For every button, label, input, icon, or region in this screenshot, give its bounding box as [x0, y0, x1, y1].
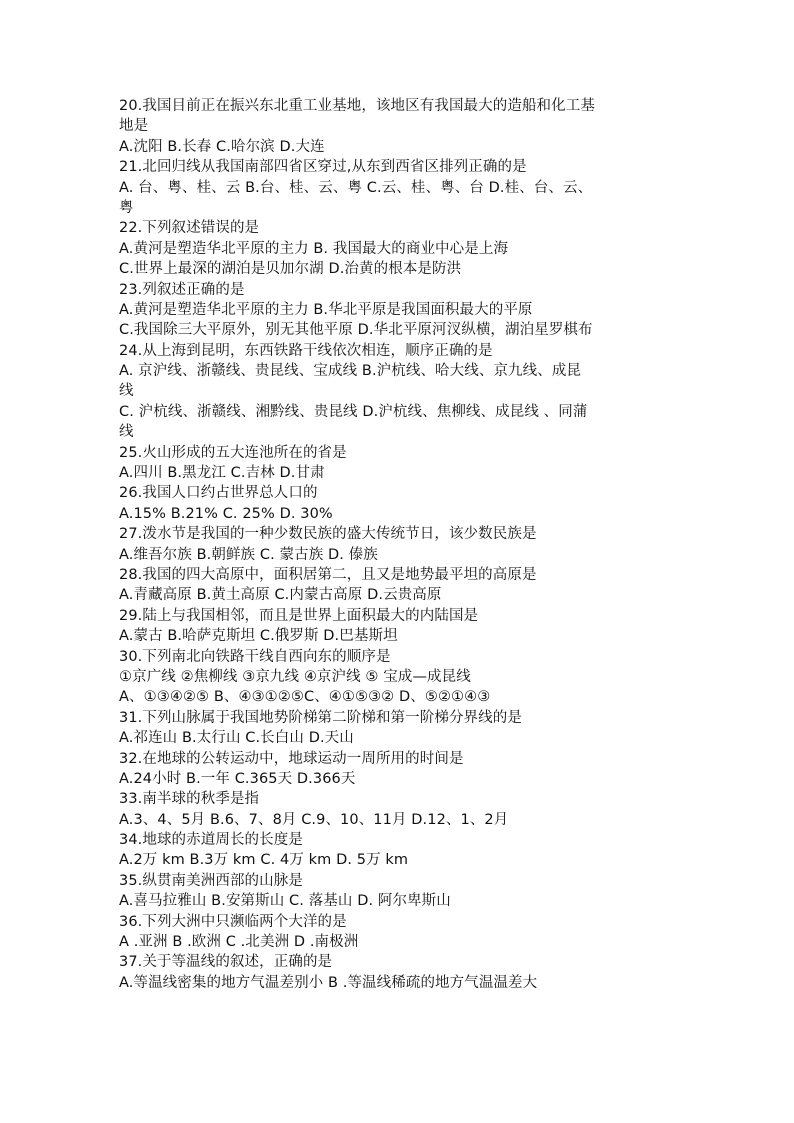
- question-options-line: A.维吾尔族 B.朝鲜族 C. 蒙古族 D. 傣族: [119, 546, 378, 563]
- question-options-line: C. 沪杭线、浙赣线、湘黔线、贵昆线 D.沪杭线、焦柳线、成昆线 、同蒲: [119, 403, 588, 420]
- question-25: [119, 443, 689, 484]
- question-stem-line: 33.南半球的秋季是指: [119, 791, 260, 808]
- question-35: [119, 871, 689, 912]
- question-options-line: A.祁连山 B.太行山 C.长白山 D.天山: [119, 730, 354, 747]
- question-options-line: A.喜马拉雅山 B.安第斯山 C. 落基山 D. 阿尔卑斯山: [119, 893, 451, 910]
- question-stem-line: 24.从上海到昆明，东西铁路干线依次相连，顺序正确的是: [119, 342, 493, 359]
- question-stem-line: 20.我国目前正在振兴东北重工业基地，该地区有我国最大的造船和化工基: [119, 98, 595, 114]
- question-options-line: 线: [119, 424, 134, 441]
- question-stem-line: 29.陆上与我国相邻，而且是世界上面积最大的内陆国是: [119, 607, 479, 624]
- question-33: [119, 789, 689, 830]
- question-26: [119, 483, 689, 524]
- question-options-line: A.蒙古 B.哈萨克斯坦 C.俄罗斯 D.巴基斯坦: [119, 628, 398, 645]
- question-options-line: C.世界上最深的湖泊是贝加尔湖 D.治黄的根本是防洪: [119, 261, 462, 278]
- question-22: [119, 218, 689, 279]
- question-options-line: A. 京沪线、浙赣线、贵昆线、宝成线 B.沪杭线、哈大线、京九线、成昆: [119, 363, 582, 380]
- question-stem-line: 26.我国人口约占世界总人口的: [119, 485, 318, 502]
- question-34: [119, 830, 689, 871]
- question-29: [119, 606, 689, 647]
- question-options-line: A.等温线密集的地方气温差别小 B .等温线稀疏的地方气温温差大: [119, 974, 538, 991]
- question-options-line: A.黄河是塑造华北平原的主力 B. 我国最大的商业中心是上海: [119, 240, 509, 257]
- question-stem-line: 37.关于等温线的叙述，正确的是: [119, 954, 333, 971]
- question-options-line: C.我国除三大平原外，别无其他平原 D.华北平原河汊纵横，湖泊星罗棋布: [119, 322, 593, 339]
- question-stem-line: 31.下列山脉属于我国地势阶梯第二阶梯和第一阶梯分界线的是: [119, 709, 522, 726]
- question-stem-line: 21.北回归线从我国南部四省区穿过,从东到西省区排列正确的是: [119, 159, 527, 176]
- question-options-line: A.黄河是塑造华北平原的主力 B.华北平原是我国面积最大的平原: [119, 301, 533, 318]
- question-options-line: A.3、4、5月 B.6、7、8月 C.9、10、11月 D.12、1、2月: [119, 811, 509, 828]
- question-options-line: A.青藏高原 B.黄土高原 C.内蒙古高原 D.云贵高原: [119, 587, 442, 604]
- question-stem-line: ①京广线 ②焦柳线 ③京九线 ④京沪线 ⑤ 宝成—成昆线: [119, 668, 471, 685]
- question-stem-line: 28.我国的四大高原中，面积居第二，且又是地势最平坦的高原是: [119, 566, 537, 583]
- question-24: [119, 341, 689, 443]
- question-stem-line: 地是: [119, 118, 149, 135]
- question-21: [119, 157, 689, 218]
- question-30: [119, 647, 689, 708]
- question-options-line: A.沈阳 B.长春 C.哈尔滨 D.大连: [119, 138, 325, 155]
- question-stem-line: 32.在地球的公转运动中，地球运动一周所用的时间是: [119, 750, 464, 767]
- question-stem-line: 35.纵贯南美洲西部的山脉是: [119, 872, 303, 889]
- question-20: [119, 96, 689, 157]
- question-28: [119, 565, 689, 606]
- question-stem-line: 36.下列大洲中只濒临两个大洋的是: [119, 913, 347, 930]
- question-options-line: 线: [119, 383, 134, 400]
- question-options-line: 粤: [119, 199, 134, 216]
- question-options-line: A.15% B.21% C. 25% D. 30%: [119, 505, 333, 522]
- question-options-line: A.四川 B.黑龙江 C.吉林 D.甘肃: [119, 465, 325, 482]
- question-stem-line: 22.下列叙述错误的是: [119, 220, 260, 237]
- question-options-line: A、①③④②⑤ B、④③①②⑤C、④①⑤③② D、⑤②①④③: [119, 689, 491, 706]
- question-options-line: A .亚洲 B .欧洲 C .北美洲 D .南极洲: [119, 934, 359, 951]
- question-options-line: A. 台、粤、桂、云 B.台、桂、云、粤 C.云、桂、粤、台 D.桂、台、云、: [119, 179, 593, 196]
- document-page: [119, 96, 689, 993]
- question-36: [119, 912, 689, 953]
- question-stem-line: 30.下列南北向铁路干线自西向东的顺序是: [119, 648, 391, 665]
- question-stem-line: 23.列叙述正确的是: [119, 281, 245, 298]
- question-stem-line: 27.泼水节是我国的一种少数民族的盛大传统节日，该少数民族是: [119, 526, 537, 543]
- question-stem-line: 34.地球的赤道周长的长度是: [119, 832, 303, 849]
- question-31: [119, 708, 689, 749]
- question-32: [119, 749, 689, 790]
- question-options-line: A.24小时 B.一年 C.365天 D.366天: [119, 770, 356, 787]
- question-27: [119, 524, 689, 565]
- question-stem-line: 25.火山形成的五大连池所在的省是: [119, 444, 347, 461]
- question-options-line: A.2万 km B.3万 km C. 4万 km D. 5万 km: [119, 852, 409, 869]
- question-23: [119, 280, 689, 341]
- question-37: [119, 952, 689, 993]
